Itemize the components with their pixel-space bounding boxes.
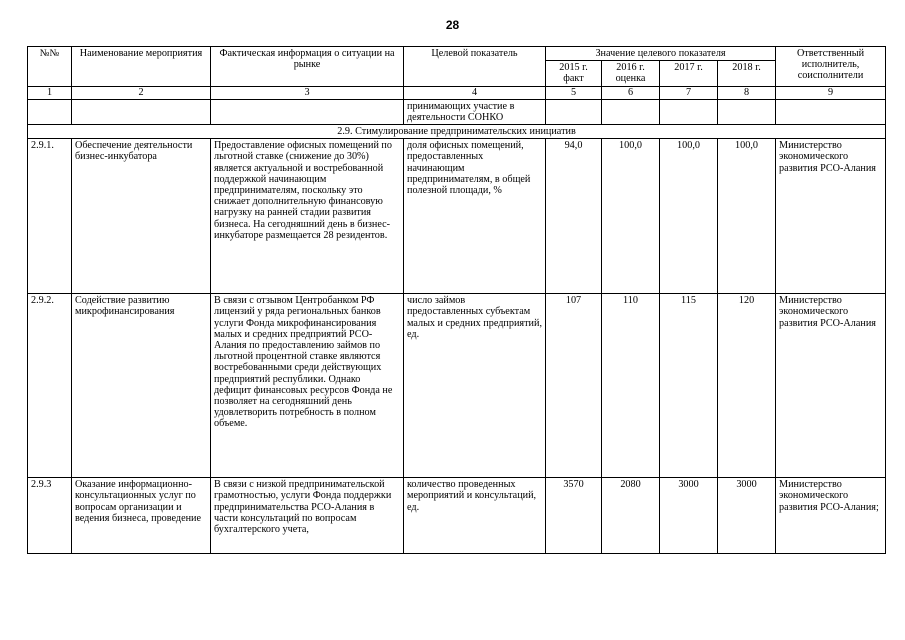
row-value-2015: 3570 — [546, 478, 602, 554]
column-numbers-row — [28, 86, 886, 99]
table-row — [28, 478, 886, 554]
row-num: 2.9.3 — [28, 478, 72, 554]
header-2016: 2016 г. оценка — [602, 61, 660, 86]
table-row — [28, 294, 886, 478]
header-2015: 2015 г. факт — [546, 61, 602, 86]
row-info: Предоставление офисных помещений по льготной ставке (снижение до 30%) является актуальной и востребованной поддержкой начинающим предпринимателям, поскольку это снижает дополнительную финансовую нагрузку на ранней стадии развития бизнеса. На сегодняшний день в бизнес-инкубаторе размещается 28 резидентов. — [211, 139, 404, 294]
row-target: количество проведенных мероприятий и консультаций, ед. — [404, 478, 546, 554]
table-row — [28, 139, 886, 294]
row-value-2018: 100,0 — [718, 139, 776, 294]
header-name: Наименование мероприятия — [72, 47, 211, 87]
header-values-group: Значение целевого показателя — [546, 47, 776, 61]
page-number: 28 — [445, 18, 460, 32]
section-row — [28, 125, 886, 139]
col-number: 6 — [602, 86, 660, 99]
row-value-2017: 115 — [660, 294, 718, 478]
header-num: №№ — [28, 47, 72, 87]
row-responsible: Министерство экономического развития РСО-Алания — [776, 294, 886, 478]
header-2018: 2018 г. — [718, 61, 776, 86]
row-value-2017: 3000 — [660, 478, 718, 554]
header-2017: 2017 г. — [660, 61, 718, 86]
row-responsible: Министерство экономического развития РСО-Алания; — [776, 478, 886, 554]
header-responsible: Ответственный исполнитель, соисполнители — [776, 47, 886, 87]
header-row — [28, 47, 886, 61]
row-value-2017: 100,0 — [660, 139, 718, 294]
row-value-2016: 2080 — [602, 478, 660, 554]
row-name: Обеспечение деятельности бизнес-инкубатора — [72, 139, 211, 294]
section-title: 2.9. Стимулирование предпринимательских инициатив — [28, 125, 886, 139]
col-number: 7 — [660, 86, 718, 99]
row-value-2016: 100,0 — [602, 139, 660, 294]
col-number: 4 — [404, 86, 546, 99]
row-value-2015: 107 — [546, 294, 602, 478]
row-name: Оказание информационно-консультационных услуг по вопросам организации и ведения бизнеса, проведение — [72, 478, 211, 554]
header-target: Целевой показатель — [404, 47, 546, 87]
row-value-2018: 120 — [718, 294, 776, 478]
carryover-row — [28, 99, 886, 124]
carryover-target: принимающих участие в деятельности СОНКО — [404, 99, 546, 124]
row-value-2018: 3000 — [718, 478, 776, 554]
row-target: число займов предоставленных субъектам малых и средних предприятий, ед. — [404, 294, 546, 478]
col-number: 1 — [28, 86, 72, 99]
col-number: 9 — [776, 86, 886, 99]
row-num: 2.9.2. — [28, 294, 72, 478]
col-number: 3 — [211, 86, 404, 99]
header-info: Фактическая информация о ситуации на рынке — [211, 47, 404, 87]
row-info: В связи с низкой предпринимательской грамотностью, услуги Фонда поддержки предпринимательства РСО-Алания в части консультаций по вопросам бухгалтерского учета, — [211, 478, 404, 554]
row-name: Содействие развитию микрофинансирования — [72, 294, 211, 478]
col-number: 5 — [546, 86, 602, 99]
row-responsible: Министерство экономического развития РСО-Алания — [776, 139, 886, 294]
row-info: В связи с отзывом Центробанком РФ лицензий у ряда региональных банков услуги Фонда микрофинансирования малых и средних предприятий РСО-Алания по предоставлению займов по льготной процентной ставке являются востребованными среди действующих предприятий республики. Однако дефицит финансовых ресурсов Фонда не позволяет на сегодняшний день удовлетворить потребность в полном объеме. — [211, 294, 404, 478]
row-target: доля офисных помещений, предоставленных начинающим предпринимателям, в общей полезной площади, % — [404, 139, 546, 294]
row-value-2015: 94,0 — [546, 139, 602, 294]
row-num: 2.9.1. — [28, 139, 72, 294]
activities-table — [27, 46, 886, 554]
col-number: 8 — [718, 86, 776, 99]
row-value-2016: 110 — [602, 294, 660, 478]
col-number: 2 — [72, 86, 211, 99]
